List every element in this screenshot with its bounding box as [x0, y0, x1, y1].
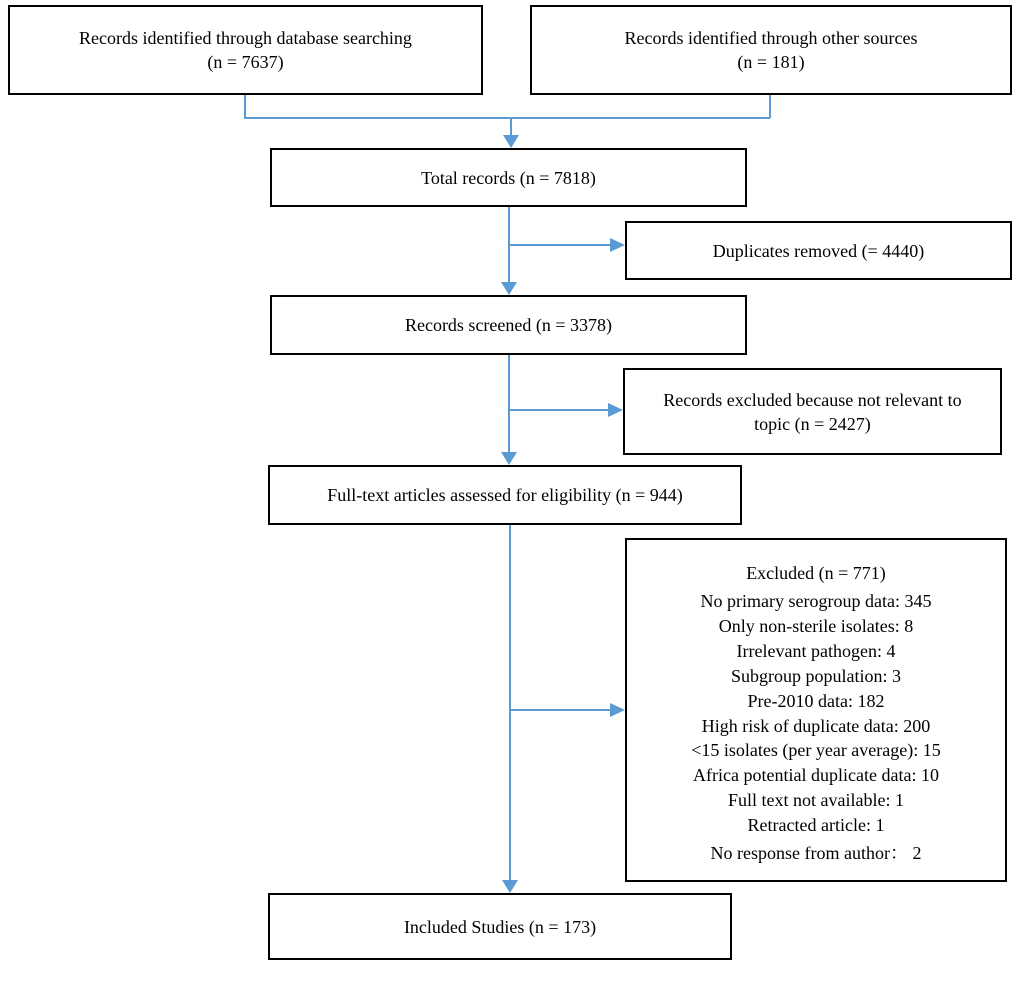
- arrow-right-icon: [608, 403, 623, 417]
- box-label: Total records (n = 7818): [421, 167, 596, 188]
- exclusion-reason: Only non-sterile isolates: 8: [718, 615, 914, 636]
- connector-line: [244, 95, 246, 118]
- arrow-down-icon: [502, 880, 518, 893]
- arrow-right-icon: [610, 703, 625, 717]
- box-records-screened: [270, 295, 747, 355]
- exclusion-reason: Subgroup population: 3: [731, 665, 901, 686]
- connector-line: [244, 117, 770, 119]
- exclusion-reason: No response from author： 2: [710, 843, 922, 864]
- box-label: Records screened (n = 3378): [404, 315, 613, 335]
- exclusion-reason: Full text not available: 1: [728, 790, 904, 811]
- box-records-database-searching: [8, 5, 483, 95]
- box-excluded-reasons: [625, 538, 1007, 882]
- exclusion-reason: No primary serogroup data: 345: [700, 591, 932, 611]
- box-records-excluded-not-relevant: [623, 368, 1002, 455]
- exclusion-reason: Pre-2010 data: 182: [747, 690, 885, 711]
- exclusion-reason: High risk of duplicate data: 200: [701, 715, 931, 736]
- box-label: Included Studies (n = 173): [403, 916, 597, 937]
- box-fulltext-assessed: [268, 465, 742, 525]
- arrow-down-icon: [503, 135, 519, 148]
- exclusion-reason: <15 isolates (per year average): 15: [691, 740, 941, 761]
- box-included-studies: [268, 893, 732, 960]
- connector-line: [509, 525, 511, 881]
- box-total-records: [270, 148, 747, 207]
- arrow-down-icon: [501, 452, 517, 465]
- exclusion-reason: Africa potential duplicate data: 10: [693, 765, 939, 786]
- box-duplicates-removed: [625, 221, 1012, 280]
- connector-line: [508, 355, 510, 453]
- box-label: Records identified through database searching: [79, 28, 412, 48]
- box-label: Full-text articles assessed for eligibility (n = 944): [327, 485, 683, 505]
- connector-line: [508, 409, 609, 411]
- exclusion-reason: Retracted article: 1: [747, 815, 885, 836]
- excluded-title: Excluded (n = 771): [746, 563, 886, 583]
- connector-line: [509, 709, 611, 711]
- box-records-other-sources: [530, 5, 1012, 95]
- box-count: (n = 7637): [207, 52, 284, 72]
- box-label: Duplicates removed (= 4440): [712, 240, 925, 261]
- connector-line: [508, 244, 611, 246]
- box-label: Records excluded because not relevant to topic (n = 2427): [663, 389, 962, 434]
- exclusion-reason: Irrelevant pathogen: 4: [736, 640, 896, 661]
- connector-line: [510, 117, 512, 137]
- box-label: Records identified through other sources: [624, 28, 918, 48]
- connector-line: [769, 95, 771, 118]
- arrow-right-icon: [610, 238, 625, 252]
- box-count: (n = 181): [737, 52, 805, 72]
- arrow-down-icon: [501, 282, 517, 295]
